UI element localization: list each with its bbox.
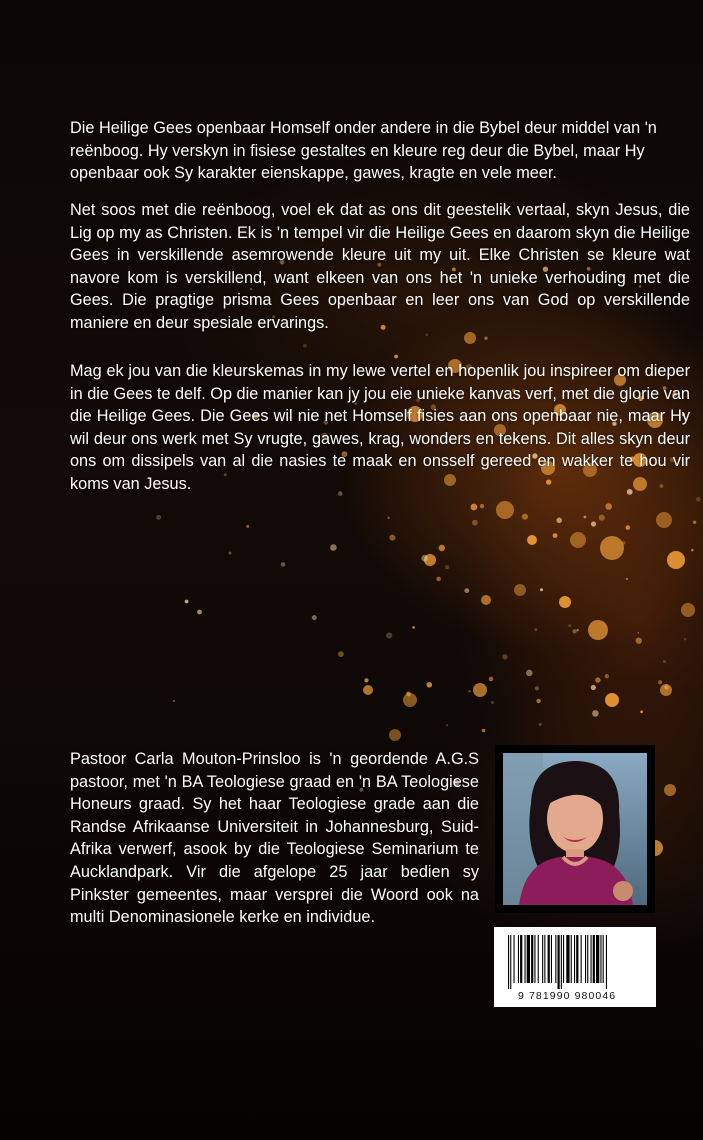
barcode-bar — [551, 935, 552, 983]
bokeh-speck — [599, 515, 605, 521]
bokeh-speck — [522, 514, 528, 520]
bokeh-speck — [592, 710, 599, 717]
bokeh-speck — [427, 682, 433, 688]
bokeh-speck — [693, 521, 696, 524]
barcode-bar — [514, 935, 515, 983]
bokeh-light — [496, 501, 514, 519]
bokeh-speck — [229, 552, 232, 555]
bokeh-speck — [491, 701, 494, 704]
bokeh-speck — [412, 626, 415, 629]
barcode-bar — [544, 935, 545, 983]
bokeh-speck — [312, 615, 317, 620]
bokeh-speck — [526, 670, 533, 677]
bokeh-speck — [638, 632, 640, 634]
bokeh-light — [656, 512, 672, 528]
barcode-bar — [591, 935, 592, 983]
bokeh-light — [514, 584, 526, 596]
bokeh-speck — [622, 541, 626, 545]
bokeh-speck — [394, 355, 398, 359]
bokeh-speck — [591, 685, 596, 690]
bokeh-speck — [386, 632, 392, 638]
bokeh-speck — [406, 692, 411, 697]
barcode-bar — [538, 935, 539, 983]
bokeh-speck — [691, 549, 694, 552]
bokeh-speck — [684, 638, 687, 641]
bokeh-speck — [388, 517, 390, 519]
bokeh-speck — [534, 628, 537, 631]
bokeh-light — [664, 784, 676, 796]
bokeh-speck — [696, 497, 701, 502]
barcode-bar — [585, 935, 586, 983]
bokeh-speck — [568, 624, 571, 627]
barcode-bar — [581, 935, 582, 983]
bokeh-speck — [595, 677, 600, 682]
bokeh-speck — [471, 504, 478, 511]
barcode-bar — [527, 935, 530, 983]
bokeh-light — [667, 551, 685, 569]
barcode-bar — [542, 935, 543, 983]
bokeh-light — [600, 536, 624, 560]
bokeh-speck — [535, 686, 539, 690]
bokeh-speck — [553, 533, 558, 538]
intro-paragraph: Die Heilige Gees openbaar Homself onder andere in die Bybel deur middel van 'n reënboog. Hy verskyn in fisiese gestaltes en kleure reg deur die Bybel, maar Hy openbaar ook Sy karakter eienskappe, gawes, kragte en vele meer. — [70, 119, 657, 183]
bokeh-speck — [446, 724, 448, 726]
bokeh-light — [527, 535, 537, 545]
bokeh-speck — [197, 610, 202, 615]
rainbow-paragraph: Net soos met die reënboog, voel ek dat as ons dit geestelik vertaal, skyn Jesus, die Lig op my as Christen. Ek is 'n tempel vir die Heilige Gees en daarom skyn die Heilige Gees in verskillende asemrowende kleure uit my uit. Elke Christen se kleure wat navore kom is verskillend, want elkeen van ons het 'n unieke verhouding met die Gees. Die pragtige prisma Gees openbaar en leer ons van God op verskillende maniere en deur spesiale ervarings. — [70, 201, 690, 332]
bokeh-speck — [464, 588, 469, 593]
barcode-bar — [571, 935, 572, 983]
bokeh-speck — [658, 680, 662, 684]
bokeh-speck — [591, 521, 596, 526]
barcode-bar — [574, 935, 575, 983]
barcode-bar — [606, 935, 607, 989]
isbn-barcode — [494, 927, 656, 1007]
bokeh-speck — [364, 678, 368, 682]
bokeh-speck — [468, 690, 471, 693]
barcode-bar — [555, 935, 556, 983]
bokeh-speck — [389, 535, 395, 541]
barcode-bar — [566, 935, 569, 983]
bokeh-speck — [605, 674, 609, 678]
barcode-bar — [525, 935, 526, 983]
barcode-bar — [548, 935, 550, 983]
bokeh-speck — [573, 629, 577, 633]
bokeh-speck — [640, 710, 643, 713]
bokeh-speck — [577, 629, 579, 631]
bokeh-speck — [436, 577, 441, 582]
bokeh-speck — [584, 516, 587, 519]
author-photo — [495, 745, 655, 913]
bokeh-speck — [636, 638, 642, 644]
bokeh-speck — [663, 660, 666, 663]
barcode-bar — [520, 935, 522, 983]
barcode-bar — [508, 935, 509, 989]
bokeh-speck — [605, 503, 612, 510]
invitation-paragraph: Mag ek jou van die kleurskemas in my lewe vertel en hopenlik jou inspireer om dieper in die Gees te delf. Op die manier kan jy jou eie unieke kanvas verf, met die glorie van die Heilige Gees. Die Gees wil nie net Homself fisies aan ons openbaar nie, maar Hy wil deur ons werk met Sy vrugte, gawes, krag, wonders en tekens. Dit alles skyn deur ons om dissipels van al die nasies te maak en onsself gereed en wakker te hou vir koms van Jesus. — [70, 362, 690, 493]
bokeh-speck — [482, 729, 486, 733]
barcode-bars — [502, 935, 648, 989]
bokeh-light — [559, 596, 571, 608]
bokeh-light — [363, 685, 373, 695]
barcode-bar — [576, 935, 578, 983]
bokeh-light — [481, 595, 491, 605]
barcode-bar — [534, 935, 535, 983]
bokeh-speck — [445, 565, 449, 569]
bokeh-speck — [536, 699, 540, 703]
bokeh-light — [588, 620, 608, 640]
bokeh-speck — [303, 344, 307, 348]
barcode-bar — [558, 935, 560, 989]
bokeh-light — [681, 603, 695, 617]
bokeh-speck — [626, 578, 628, 580]
barcode-bar — [561, 935, 562, 989]
isbn-number: 9 781990 980046 — [518, 990, 617, 1002]
barcode-bar — [603, 935, 604, 983]
bokeh-speck — [472, 520, 478, 526]
bokeh-speck — [330, 544, 337, 551]
barcode-bar — [593, 935, 595, 983]
bokeh-speck — [480, 504, 484, 508]
bokeh-speck — [173, 700, 175, 702]
barcode-bar — [518, 935, 519, 983]
bokeh-light — [570, 532, 586, 548]
bokeh-light — [473, 683, 487, 697]
bokeh-speck — [439, 545, 445, 551]
bokeh-speck — [185, 600, 189, 604]
bokeh-speck — [281, 562, 285, 566]
bokeh-speck — [421, 555, 428, 562]
bokeh-light — [605, 693, 619, 707]
barcode-bar — [596, 935, 599, 983]
bokeh-speck — [338, 651, 344, 657]
bokeh-speck — [664, 685, 668, 689]
barcode-bar — [510, 935, 511, 989]
barcode-bar — [600, 935, 601, 983]
bokeh-speck — [246, 525, 249, 528]
bokeh-light — [389, 729, 401, 741]
barcode-bar — [563, 935, 564, 983]
bokeh-speck — [540, 588, 543, 591]
author-bio: Pastoor Carla Mouton-Prinsloo is 'n geordende A.G.S pastoor, met 'n BA Teologiese graad en 'n BA Teologiese Honeurs graad. Sy het haar Teologiese grade aan die Randse Afrikaanse Universiteit in Johannesburg, Suid-Afrika verwerf, asook by die Teologiese Seminarium te Aucklandpark. Vir die afgelope 25 jaar bedien sy Pinkster gemeentes, maar versprei die Woord ook na multi Denominasionele kerke en individue. — [70, 750, 479, 927]
bokeh-speck — [539, 723, 542, 726]
barcode-bar — [531, 935, 533, 983]
bokeh-speck — [626, 525, 631, 530]
bokeh-speck — [556, 518, 562, 524]
bokeh-speck — [484, 337, 487, 340]
bokeh-speck — [489, 677, 494, 682]
bokeh-speck — [156, 515, 161, 520]
bokeh-speck — [502, 654, 507, 659]
barcode-bar — [587, 935, 588, 983]
